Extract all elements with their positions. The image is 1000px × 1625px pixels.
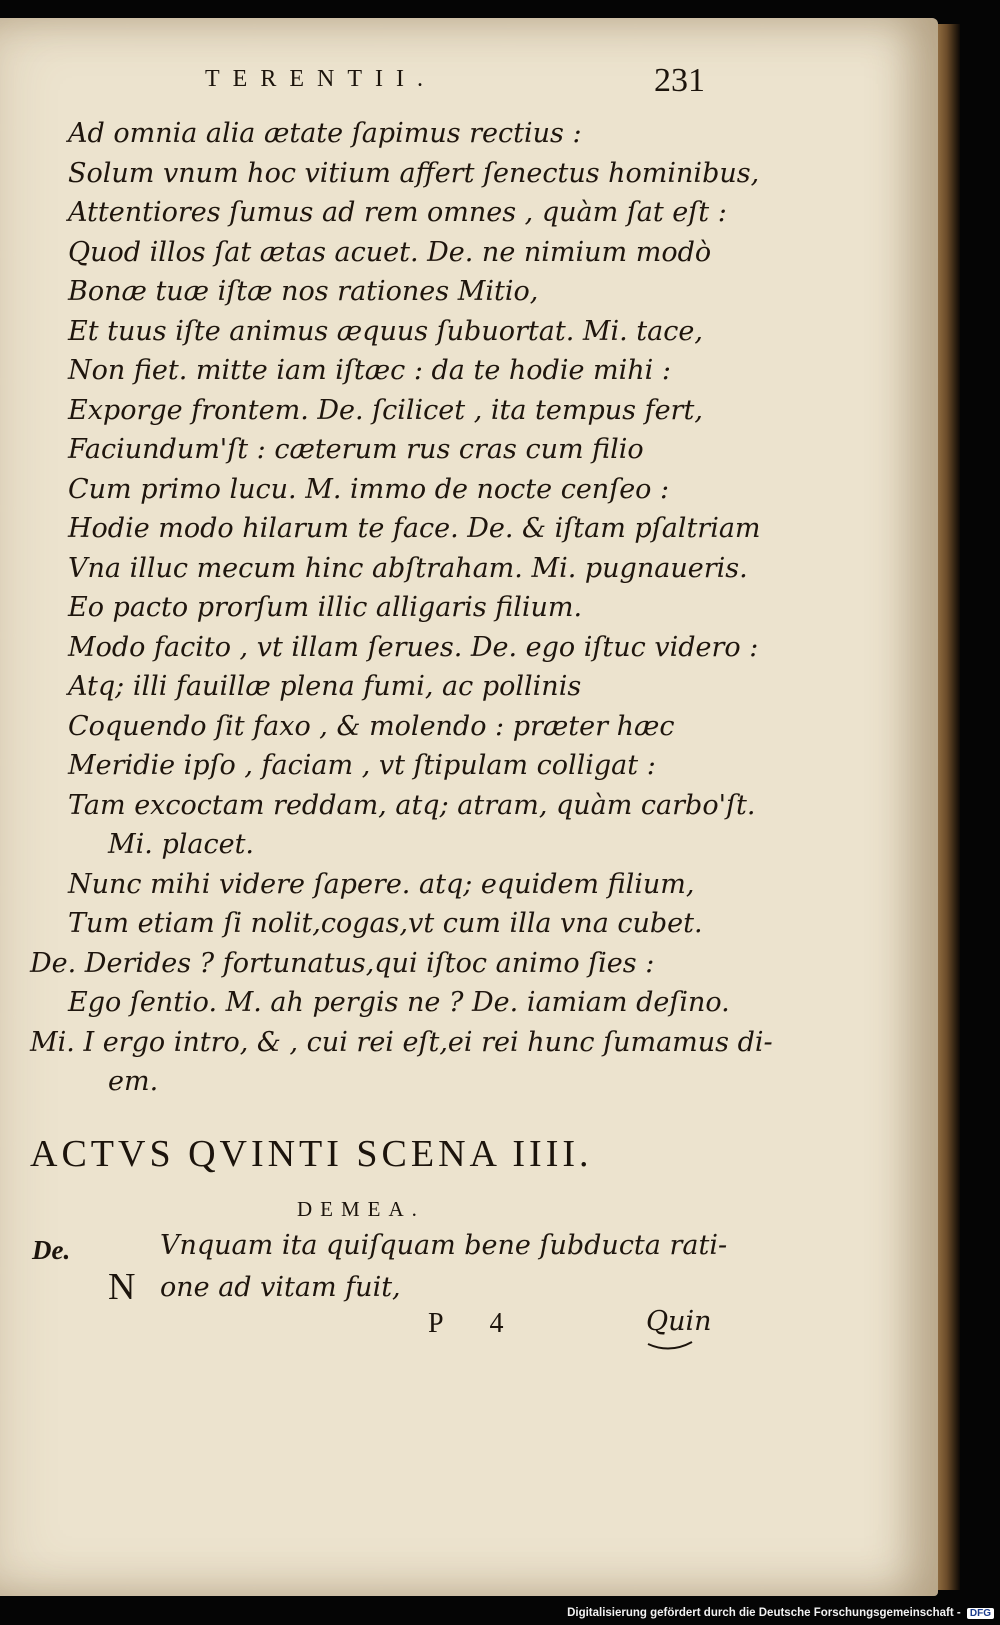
verse-line: Atq; illi fauillæ plena fumi, ac pollinis [68,671,582,702]
verse-line: Ego ſentio. M. ah pergis ne ? De. iamiam deſino. [68,987,730,1018]
verse-line: Bonæ tuæ iſtæ nos rationes Mitio, [68,276,539,307]
page-header [205,62,705,102]
verse-line: Mi. placet. [108,829,254,860]
verse-line: Ad omnia alia ætate ſapimus rectius : [68,118,582,149]
verse-line: De. Derides ? fortunatus,qui iſtoc animo ſies : [30,947,655,979]
running-title: TERENTII. [205,66,436,92]
character-name: DEMEA. [297,1197,425,1221]
verse-line: Nunc mihi videre ſapere. atq; equidem filium, [68,868,695,900]
verse-line: Tam excoctam reddam, atq; atram, quàm carbo'ſt. [68,789,756,821]
speaker-label: De. [32,1235,71,1265]
verse-line: Quod illos ſat ætas acuet. De. ne nimium modò [68,236,712,268]
drop-initial: N [108,1266,136,1308]
verse-line: one ad vitam fuit, [160,1272,401,1303]
verse-line: Non fiet. mitte iam iſtæc : da te hodie mihi : [68,355,671,386]
credit-text: Digitalisierung gefördert durch die Deutsche Forschungsgemeinschaft - [567,1607,961,1619]
verse-line: Hodie modo hilarum te face. De. & iſtam pſaltriam [68,513,761,544]
verse-line: Et tuus iſte animus æquus ſubuortat. Mi. tace, [68,315,703,347]
verse-line: Coquendo ſit faxo , & molendo : præter hæc [68,710,675,742]
verse-line: Solum vnum hoc vitium affert ſenectus hominibus, [68,157,760,189]
verse-block [0,114,920,1102]
scene-heading: ACTVS QVINTI SCENA IIII. [30,1133,593,1175]
verse-line: em. [108,1066,159,1097]
verse-line: Vnquam ita quiſquam bene ſubducta rati- [160,1230,728,1261]
verse-line: Meridie ipſo , faciam , vt ſtipulam colligat : [68,750,656,781]
verse-line: Tum etiam ſi nolit,cogas,vt cum illa vna cubet. [68,908,703,939]
verse-line: Eo pacto prorſum illic alligaris filium. [68,592,583,623]
dfg-logo: DFG [967,1608,994,1619]
digitization-credit [567,1607,994,1619]
scene-lines [160,1225,727,1309]
verse-line: Attentiores ſumus ad rem omnes , quàm ſat eſt : [68,197,727,228]
flourish-icon [646,1340,694,1352]
catchword: Quin [646,1306,712,1337]
verse-line: Mi. I ergo intro, & , cui rei eſt,ei rei hunc ſumamus di- [30,1026,773,1058]
verse-line: Cum primo lucu. M. immo de nocte cenſeo : [68,473,670,505]
verse-line: Vna illuc mecum hinc abſtraham. Mi. pugnaueris. [68,552,748,584]
page-edge [938,24,960,1590]
verse-line: Faciundum'ſt : cæterum rus cras cum filio [68,434,644,465]
page-number: 231 [654,62,705,99]
signature-mark: P 4 [428,1308,524,1339]
verse-line: Exporge frontem. De. ſcilicet , ita tempus fert, [68,394,703,426]
verse-line: Modo facito , vt illam ſerues. De. ego iſtuc videro : [68,631,759,663]
